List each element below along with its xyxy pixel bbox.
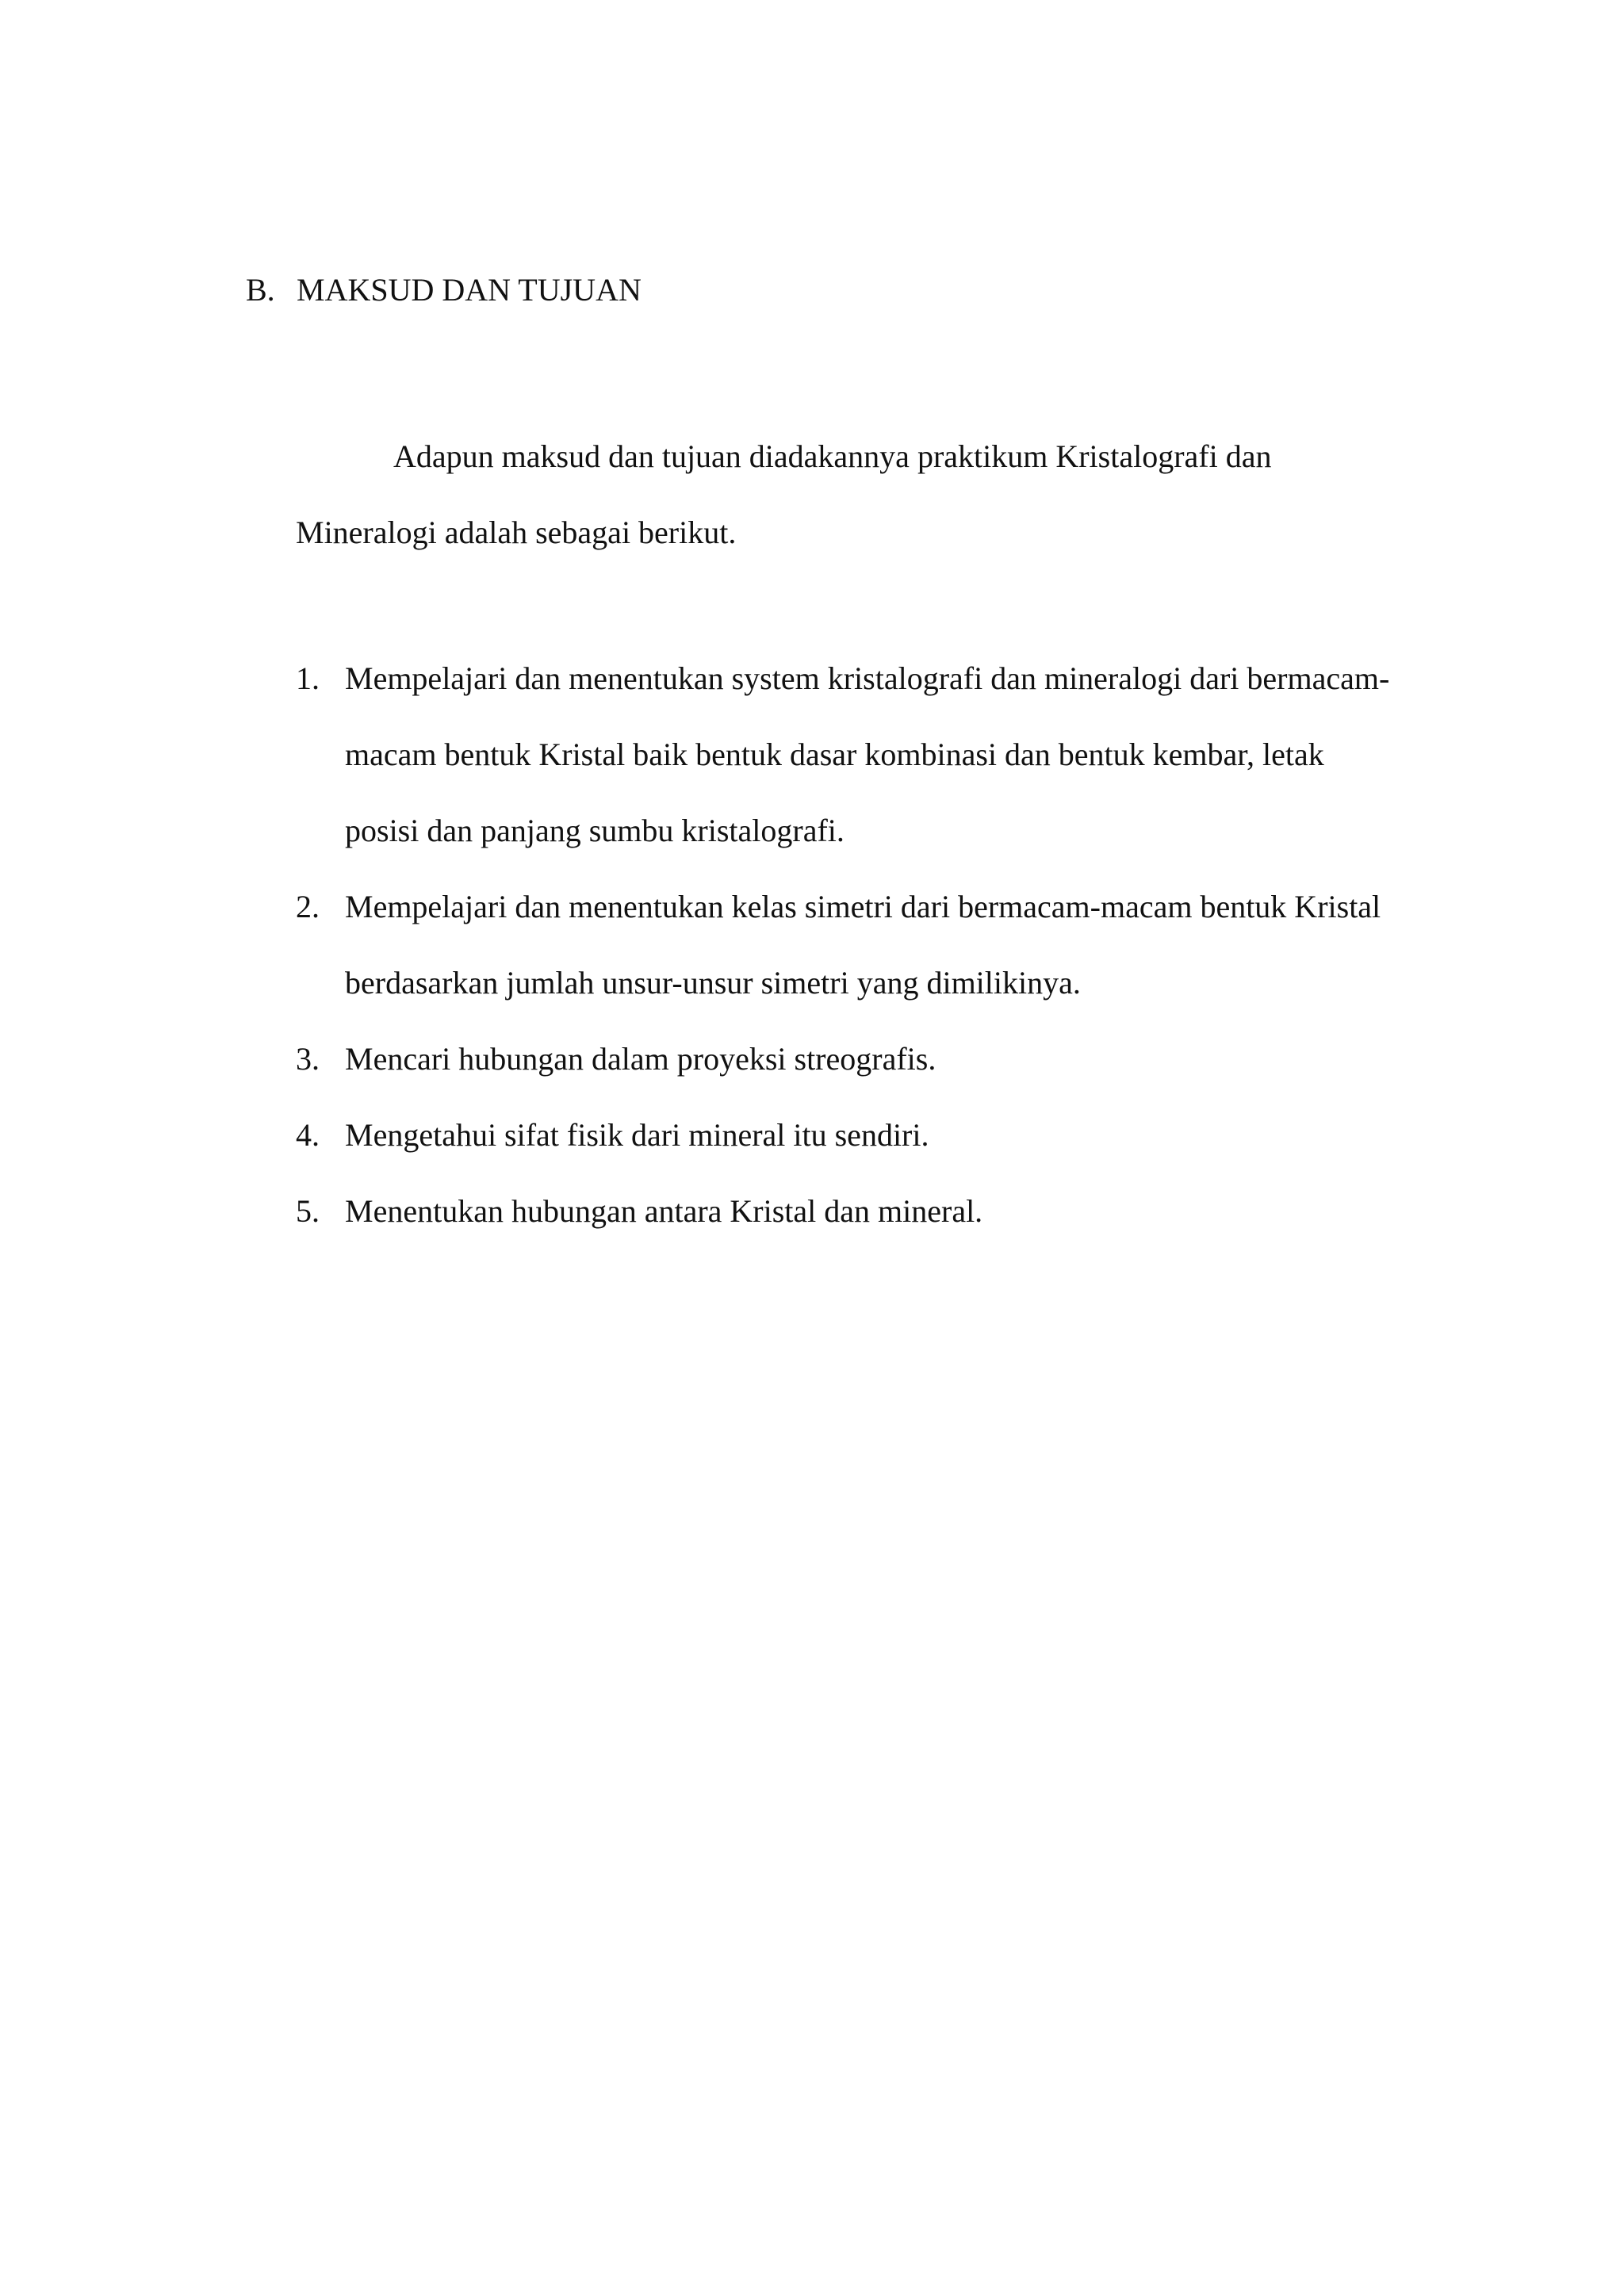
list-item-text bbox=[345, 641, 1438, 869]
objectives-list bbox=[296, 641, 1438, 1249]
list-item-text bbox=[345, 869, 1438, 1021]
list-item-line: Mempelajari dan menentukan system kristalografi dan mineralogi dari bermacam- bbox=[345, 660, 1390, 696]
list-item bbox=[296, 1173, 1438, 1249]
list-item-number: 3. bbox=[296, 1041, 320, 1077]
list-item-number: 2. bbox=[296, 889, 320, 924]
section-letter: B. bbox=[246, 272, 275, 308]
section-title: MAKSUD DAN TUJUAN bbox=[297, 272, 642, 308]
list-item bbox=[296, 1021, 1438, 1097]
list-item-number: 1. bbox=[296, 660, 320, 696]
list-item bbox=[296, 641, 1438, 869]
intro-line: Adapun maksud dan tujuan diadakannya praktikum Kristalografi dan bbox=[393, 438, 1272, 474]
list-item-number: 5. bbox=[296, 1193, 320, 1229]
list-item-line: Menentukan hubungan antara Kristal dan mineral. bbox=[345, 1193, 983, 1229]
list-item bbox=[296, 1097, 1438, 1173]
list-item-line: macam bentuk Kristal baik bentuk dasar kombinasi dan bentuk kembar, letak bbox=[345, 737, 1324, 772]
list-item-text bbox=[345, 1097, 1438, 1173]
list-item-text bbox=[345, 1021, 1438, 1097]
list-item bbox=[296, 869, 1438, 1021]
list-item-line: Mencari hubungan dalam proyeksi streografis. bbox=[345, 1041, 936, 1077]
list-item-number: 4. bbox=[296, 1117, 320, 1153]
intro-line: Mineralogi adalah sebagai berikut. bbox=[296, 515, 737, 550]
list-item-text bbox=[345, 1173, 1438, 1249]
list-item-line: Mengetahui sifat fisik dari mineral itu sendiri. bbox=[345, 1117, 929, 1153]
list-item-line: Mempelajari dan menentukan kelas simetri dari bermacam-macam bentuk Kristal bbox=[345, 889, 1381, 924]
list-item-line: posisi dan panjang sumbu kristalografi. bbox=[345, 813, 845, 848]
intro-paragraph bbox=[296, 419, 1430, 571]
section-heading bbox=[246, 268, 642, 312]
list-item-line: berdasarkan jumlah unsur-unsur simetri yang dimilikinya. bbox=[345, 965, 1081, 1001]
